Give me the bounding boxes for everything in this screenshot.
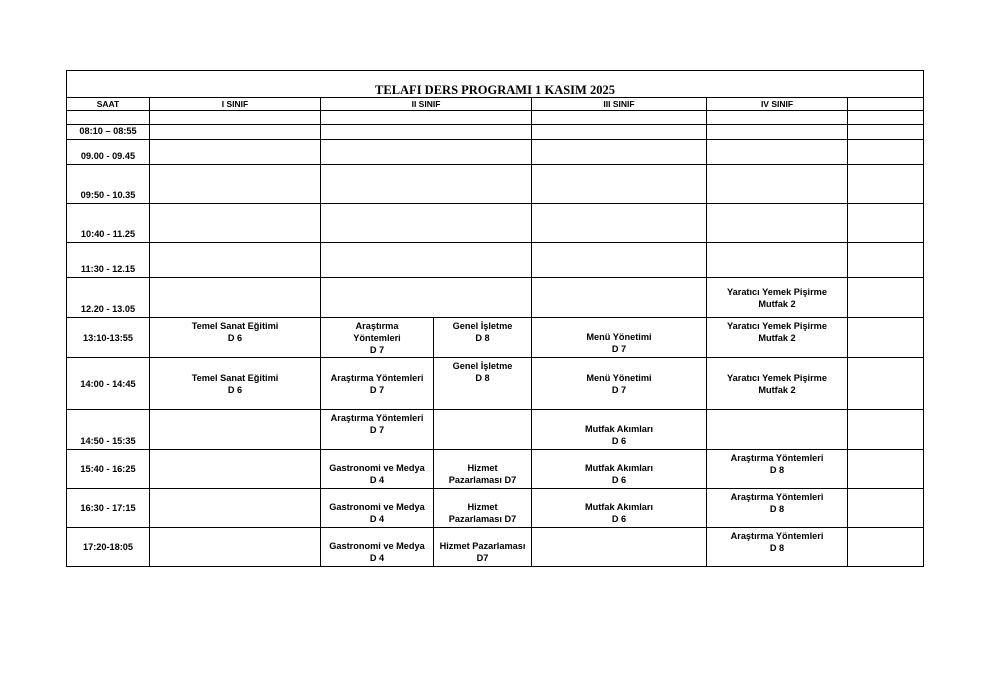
page-title: TELAFI DERS PROGRAMI 1 KASIM 2025 — [67, 71, 924, 98]
table-row — [67, 410, 924, 450]
time-cell: 16:30 - 17:15 — [67, 489, 150, 528]
table-row — [67, 278, 924, 318]
course-cell: Hizmet Pazarlaması D7 — [434, 528, 532, 567]
header-saat: SAAT — [67, 98, 150, 111]
table-row — [67, 243, 924, 278]
course-cell: Araştırma Yöntemleri D 7 — [321, 358, 434, 410]
course-cell: Gastronomi ve Medya D 4 — [321, 528, 434, 567]
course-cell: Genel İşletme D 8 — [434, 358, 532, 410]
table-row — [67, 204, 924, 243]
course-cell: Mutfak Akımları D 6 — [532, 450, 707, 489]
header-sinif-1: I SINIF — [150, 98, 321, 111]
time-cell: 13:10-13:55 — [67, 318, 150, 358]
time-cell: 10:40 - 11.25 — [67, 204, 150, 243]
course-cell: Araştırma Yöntemleri D 8 — [707, 450, 848, 489]
table-row — [67, 125, 924, 140]
course-cell: Yaratıcı Yemek Pişirme Mutfak 2 — [707, 358, 848, 410]
header-sinif-3: III SINIF — [532, 98, 707, 111]
time-cell: 14:00 - 14:45 — [67, 358, 150, 410]
course-cell: Gastronomi ve Medya D 4 — [321, 489, 434, 528]
course-cell: Araştırma Yöntemleri D 7 — [321, 410, 434, 450]
spacer-row — [67, 111, 924, 125]
header-sinif-4: IV SINIF — [707, 98, 848, 111]
table-row — [67, 489, 924, 528]
course-cell: Araştırma Yöntemleri D 8 — [707, 489, 848, 528]
table-row — [67, 318, 924, 358]
schedule-table — [66, 70, 924, 567]
course-cell: Gastronomi ve Medya D 4 — [321, 450, 434, 489]
course-cell: Yaratıcı Yemek Pişirme Mutfak 2 — [707, 278, 848, 318]
course-cell: Mutfak Akımları D 6 — [532, 489, 707, 528]
table-row — [67, 528, 924, 567]
header-empty — [848, 98, 924, 111]
table-row — [67, 165, 924, 204]
title-row — [67, 71, 924, 98]
course-cell: Hizmet Pazarlaması D7 — [434, 489, 532, 528]
course-cell: Araştırma Yöntemleri D 8 — [707, 528, 848, 567]
table-row — [67, 140, 924, 165]
time-cell: 17:20-18:05 — [67, 528, 150, 567]
course-cell: Mutfak Akımları D 6 — [532, 410, 707, 450]
table-row — [67, 450, 924, 489]
table-row — [67, 358, 924, 410]
course-cell: Araştırma Yöntemleri D 7 — [321, 318, 434, 358]
header-row — [67, 98, 924, 111]
time-cell: 15:40 - 16:25 — [67, 450, 150, 489]
header-sinif-2: II SINIF — [321, 98, 532, 111]
time-cell: 11:30 - 12.15 — [67, 243, 150, 278]
course-cell: Yaratıcı Yemek Pişirme Mutfak 2 — [707, 318, 848, 358]
time-cell: 09:50 - 10.35 — [67, 165, 150, 204]
course-cell: Menü Yönetimi D 7 — [532, 358, 707, 410]
course-cell: Hizmet Pazarlaması D7 — [434, 450, 532, 489]
course-cell: Temel Sanat Eğitimi D 6 — [150, 318, 321, 358]
time-cell: 14:50 - 15:35 — [67, 410, 150, 450]
time-cell: 12.20 - 13.05 — [67, 278, 150, 318]
time-cell: 08:10 – 08:55 — [67, 125, 150, 140]
course-cell: Genel İşletme D 8 — [434, 318, 532, 358]
course-cell: Temel Sanat Eğitimi D 6 — [150, 358, 321, 410]
time-cell: 09.00 - 09.45 — [67, 140, 150, 165]
course-cell: Menü Yönetimi D 7 — [532, 318, 707, 358]
